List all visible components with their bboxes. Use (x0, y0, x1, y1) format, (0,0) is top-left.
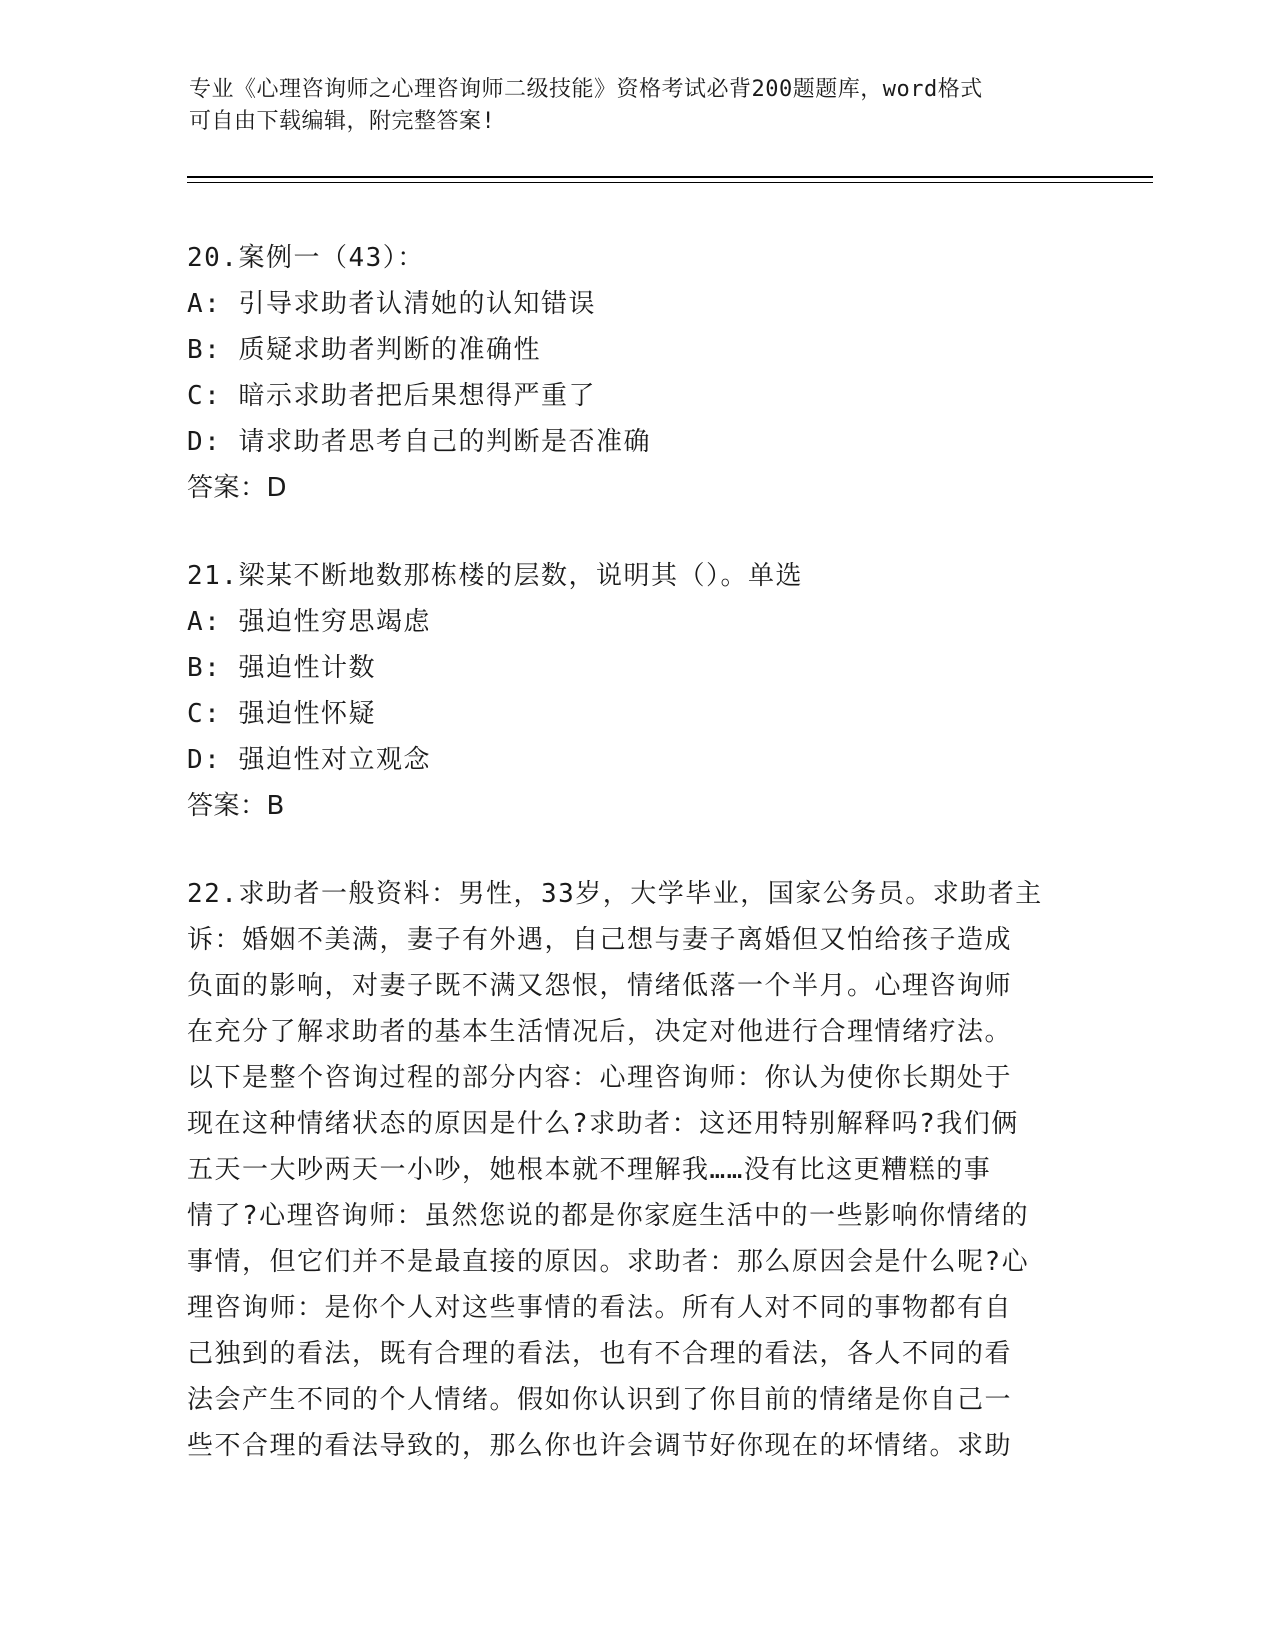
header-line-2: 可自由下载编辑，附完整答案! (189, 109, 496, 134)
answer: 答案：D (187, 473, 288, 503)
header-divider-thick (187, 176, 1153, 178)
option-d: D: 强迫性对立观念 (187, 745, 431, 775)
question-text-line: 情了?心理咨询师：虽然您说的都是你家庭生活中的一些影响你情绪的 (187, 1201, 1030, 1231)
option-a: A: 引导求助者认清她的认知错误 (187, 289, 596, 319)
header-line-1: 专业《心理咨询师之心理咨询师二级技能》资格考试必背200题题库，word格式 (189, 77, 983, 102)
question-21 (187, 553, 1087, 829)
question-stem: 21.梁某不断地数那栋楼的层数，说明其（）。单选 (187, 561, 803, 591)
question-text-line: 理咨询师：是你个人对这些事情的看法。所有人对不同的事物都有自 (187, 1293, 1013, 1323)
option-c: C: 暗示求助者把后果想得严重了 (187, 381, 596, 411)
question-text-line: 些不合理的看法导致的，那么你也许会调节好你现在的坏情绪。求助 (187, 1431, 1013, 1461)
question-text-line: 现在这种情绪状态的原因是什么?求助者：这还用特别解释吗?我们俩 (187, 1109, 1019, 1139)
question-text-line: 22.求助者一般资料：男性，33岁，大学毕业，国家公务员。求助者主 (187, 879, 1043, 909)
question-text-line: 以下是整个咨询过程的部分内容：心理咨询师：你认为使你长期处于 (187, 1063, 1013, 1093)
question-22 (187, 871, 1087, 1469)
answer: 答案：B (187, 791, 285, 821)
document-header (189, 74, 1079, 138)
question-text-line: 诉：婚姻不美满，妻子有外遇，自己想与妻子离婚但又怕给孩子造成 (187, 925, 1013, 955)
option-b: B: 强迫性计数 (187, 653, 376, 683)
question-text-line: 负面的影响，对妻子既不满又怨恨，情绪低落一个半月。心理咨询师 (187, 971, 1013, 1001)
question-20 (187, 235, 1087, 511)
question-text-line: 五天一大吵两天一小吵，她根本就不理解我……没有比这更糟糕的事 (187, 1155, 992, 1185)
question-text-line: 己独到的看法，既有合理的看法，也有不合理的看法，各人不同的看 (187, 1339, 1013, 1369)
question-stem: 20.案例一（43）： (187, 243, 425, 273)
option-a: A: 强迫性穷思竭虑 (187, 607, 431, 637)
option-d: D: 请求助者思考自己的判断是否准确 (187, 427, 651, 457)
question-text-line: 在充分了解求助者的基本生活情况后，决定对他进行合理情绪疗法。 (187, 1017, 1013, 1047)
option-c: C: 强迫性怀疑 (187, 699, 376, 729)
question-text-line: 法会产生不同的个人情绪。假如你认识到了你目前的情绪是你自己一 (187, 1385, 1013, 1415)
header-divider-thin (187, 182, 1153, 183)
option-b: B: 质疑求助者判断的准确性 (187, 335, 541, 365)
question-text-line: 事情，但它们并不是最直接的原因。求助者：那么原因会是什么呢?心 (187, 1247, 1030, 1277)
